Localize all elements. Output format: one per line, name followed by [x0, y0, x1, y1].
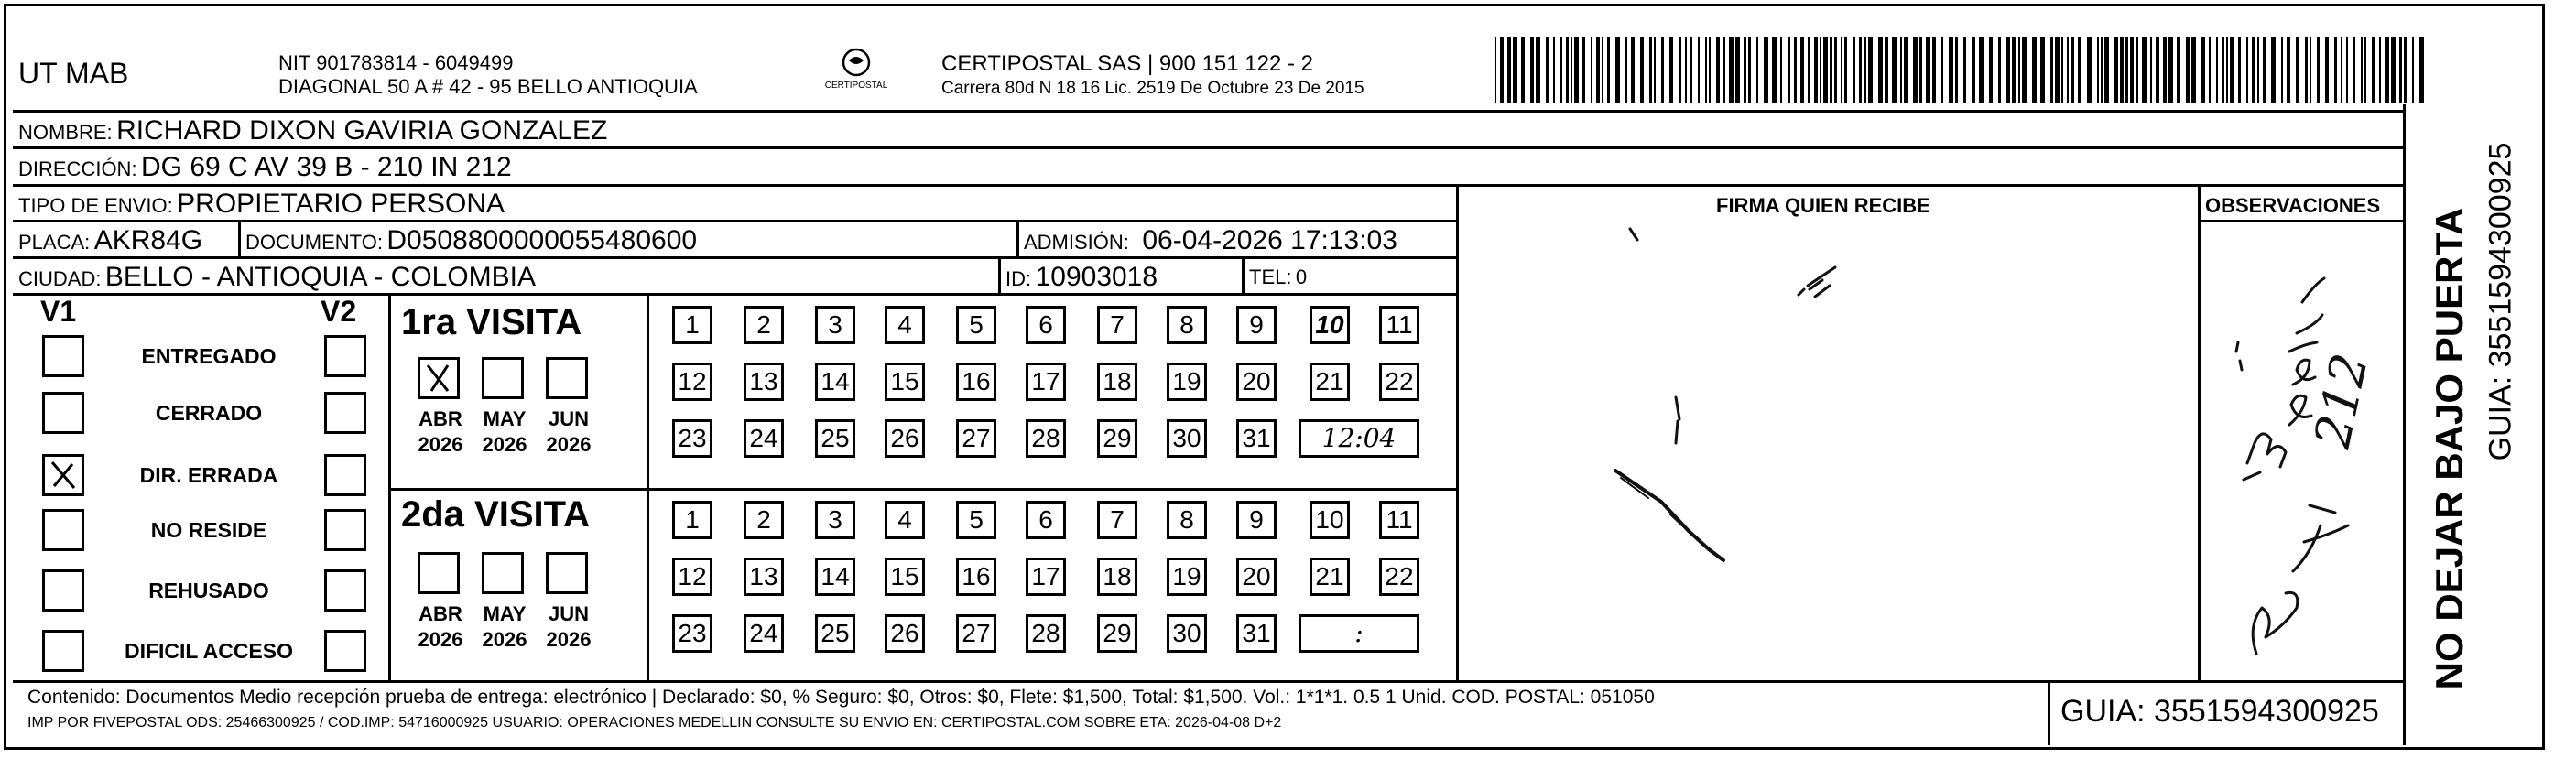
ciudad-value: BELLO - ANTIOQUIA - COLOMBIA	[104, 262, 537, 292]
day-box[interactable]: 16	[956, 558, 996, 596]
day-box[interactable]: 24	[744, 419, 784, 458]
barcode-bar	[1591, 37, 1592, 103]
day-box[interactable]: 14	[815, 363, 855, 401]
barcode-bar	[1864, 37, 1866, 103]
v2-checkbox[interactable]	[324, 569, 366, 612]
barcode-bar	[1521, 37, 1525, 103]
barcode-bar	[2150, 37, 2152, 103]
barcode-bar	[1669, 37, 1673, 103]
barcode-bar	[1640, 37, 1644, 103]
barcode-bar	[2353, 37, 2355, 103]
certipostal-logo	[815, 44, 897, 103]
tipo-envio-row	[18, 189, 505, 220]
barcode-bar	[1834, 37, 1837, 103]
barcode-bar	[1820, 37, 1821, 103]
status-label: ENTREGADO	[141, 344, 277, 368]
month-label	[473, 406, 537, 458]
company-address: DIAGONAL 50 A # 42 - 95 BELLO ANTIOQUIA	[278, 75, 698, 98]
barcode-bar	[1926, 37, 1930, 103]
barcode-bar	[1844, 37, 1847, 103]
documento-label: DOCUMENTO:	[245, 231, 383, 254]
day-box[interactable]: 5	[956, 501, 996, 539]
barcode-bar	[2246, 37, 2248, 103]
admision-field	[1024, 225, 1397, 256]
admision-value: 06-04-2026 17:13:03	[1142, 225, 1397, 255]
day-box[interactable]: 27	[956, 419, 996, 458]
barcode-bar	[1536, 37, 1540, 103]
barcode-bar	[1788, 37, 1790, 103]
barcode-bar	[1685, 37, 1687, 103]
status-label: NO RESIDE	[150, 518, 267, 542]
day-box[interactable]: 17	[1026, 558, 1066, 596]
barcode-bar	[2209, 37, 2211, 103]
day-box[interactable]: 15	[885, 363, 925, 401]
day-box[interactable]: 19	[1167, 558, 1207, 596]
month-checkbox[interactable]	[546, 357, 588, 399]
tipo-envio-label: TIPO DE ENVIO:	[18, 194, 173, 217]
day-box[interactable]: 29	[1097, 614, 1137, 653]
barcode-bar	[1596, 37, 1600, 103]
placa-label: PLACA:	[18, 231, 91, 254]
day-box[interactable]: 29	[1097, 419, 1137, 458]
day-box[interactable]: 20	[1236, 363, 1277, 401]
day-box[interactable]: 11	[1379, 306, 1419, 344]
barcode-bar	[2186, 37, 2190, 103]
day-box[interactable]: 7	[1097, 501, 1137, 539]
month-year: 2026	[418, 628, 463, 651]
barcode-bar	[2325, 37, 2329, 103]
barcode-bar	[1495, 37, 1496, 103]
day-box[interactable]: 28	[1026, 419, 1066, 458]
month-year: 2026	[546, 433, 592, 456]
day-box[interactable]: 16	[956, 363, 996, 401]
barcode-bar	[2120, 37, 2124, 103]
visit2-title: 2da VISITA	[401, 494, 590, 535]
barcode-bar	[2078, 37, 2081, 103]
day-box[interactable]: 1	[672, 306, 712, 344]
barcode-bar	[2061, 37, 2063, 103]
barcode-bar	[1546, 37, 1549, 103]
observation-handwriting	[2201, 223, 2399, 677]
barcode-bar	[1571, 37, 1572, 103]
barcode-bar	[2125, 37, 2128, 103]
barcode-bar	[1698, 37, 1700, 103]
month-label	[537, 406, 601, 458]
barcode-bar	[1913, 37, 1918, 103]
month-name: MAY	[483, 407, 527, 430]
barcode-bar	[1744, 37, 1746, 103]
barcode-bar	[1892, 37, 1897, 103]
month-year: 2026	[546, 628, 592, 651]
month-year: 2026	[482, 628, 527, 651]
barcode-bar	[1690, 37, 1692, 103]
company-name: UT MAB	[18, 57, 129, 90]
barcode-bar	[2163, 37, 2167, 103]
day-box[interactable]: 15	[885, 558, 925, 596]
day-box[interactable]: 13	[744, 363, 784, 401]
barcode-bar	[2385, 37, 2389, 103]
barcode-bar	[1932, 37, 1936, 103]
day-box[interactable]: 26	[885, 419, 925, 458]
barcode-bar	[2136, 37, 2138, 103]
barcode-bar	[2379, 37, 2381, 103]
observation-handwritten-number: 212	[2303, 348, 2380, 453]
barcode-bar	[2252, 37, 2255, 103]
barcode-bar	[1560, 37, 1562, 103]
barcode-bar	[2104, 37, 2109, 103]
footer-guia: GUIA: 3551594300925	[2060, 694, 2379, 729]
day-box[interactable]: 30	[1167, 614, 1207, 653]
barcode-bar	[1830, 37, 1832, 103]
barcode-bar	[2263, 37, 2266, 103]
day-box[interactable]: 5	[956, 306, 996, 344]
barcode-bar	[2271, 37, 2276, 103]
barcode-bar	[1878, 37, 1883, 103]
v2-header: V2	[321, 295, 357, 328]
v2-checkbox[interactable]	[324, 454, 366, 496]
day-box[interactable]: 8	[1167, 501, 1207, 539]
day-box[interactable]: 19	[1167, 363, 1207, 401]
barcode-bar	[2341, 37, 2342, 103]
barcode-bar	[2071, 37, 2074, 103]
tel-value: 0	[1295, 265, 1308, 288]
day-box[interactable]: 1	[672, 501, 712, 539]
month-label	[537, 601, 601, 653]
day-box[interactable]: 7	[1097, 306, 1137, 344]
day-box[interactable]: 22	[1379, 558, 1419, 596]
barcode-bar	[1963, 37, 1966, 103]
day-box[interactable]: 18	[1097, 558, 1137, 596]
barcode-bar	[1729, 37, 1734, 103]
day-box[interactable]: 12	[672, 363, 712, 401]
day-box[interactable]: 10	[1310, 306, 1350, 344]
barcode-bar	[2177, 37, 2180, 103]
barcode-bar	[1566, 37, 1569, 103]
id-field	[1005, 262, 1158, 293]
month-name: ABR	[418, 602, 462, 625]
barcode-bar	[1756, 37, 1758, 103]
barcode-bar	[1989, 37, 1993, 103]
barcode-bar	[2012, 37, 2016, 103]
month-label	[408, 601, 473, 653]
nombre-label: NOMBRE:	[18, 121, 113, 144]
barcode-bar	[2399, 37, 2402, 103]
day-box[interactable]: 21	[1310, 558, 1350, 596]
barcode-bar	[1841, 37, 1842, 103]
month-checkbox[interactable]	[482, 357, 524, 399]
day-box[interactable]: 14	[815, 558, 855, 596]
day-box[interactable]: 8	[1167, 306, 1207, 344]
v1-checkbox[interactable]	[42, 335, 84, 377]
signature-area	[1460, 223, 2194, 677]
day-box[interactable]: 3	[815, 501, 855, 539]
barcode-bar	[1723, 37, 1725, 103]
barcode-bar	[1941, 37, 1943, 103]
barcode-bar	[1823, 37, 1828, 103]
day-box[interactable]: 23	[672, 419, 712, 458]
barcode-bar	[1607, 37, 1610, 103]
barcode-bar	[1853, 37, 1855, 103]
barcode-bar	[2404, 37, 2407, 103]
day-box[interactable]: 13	[744, 558, 784, 596]
tel-field	[1249, 265, 1307, 289]
barcode-bar	[2156, 37, 2159, 103]
month-name: JUN	[548, 602, 589, 625]
nombre-row	[18, 115, 607, 146]
barcode-bar	[2346, 37, 2348, 103]
side-notice: NO DEJAR BAJO PUERTA	[2428, 207, 2471, 690]
day-box[interactable]: 31	[1236, 419, 1277, 458]
nombre-value: RICHARD DIXON GAVIRIA GONZALEZ	[116, 115, 608, 146]
documento-value: D0508800000055480600	[386, 225, 698, 255]
barcode-bar	[1859, 37, 1862, 103]
barcode-bar	[2067, 37, 2069, 103]
time-box[interactable]: :	[1299, 614, 1419, 653]
barcode-bar	[2287, 37, 2290, 103]
company-nit: NIT 901783814 - 6049499	[278, 51, 514, 74]
barcode-bar	[1814, 37, 1818, 103]
footer-print-line: IMP POR FIVEPOSTAL ODS: 25466300925 / COD.IMP: 54716000925 USUARIO: OPERACIONES MEDELLIN CONSULTE SU ENVIO EN: CERTIPOSTAL.COM SOBRE ETA: 2026-04-08 D+2	[27, 715, 1282, 731]
barcode-bar	[1772, 37, 1777, 103]
month-label	[473, 601, 537, 653]
barcode-bar	[2101, 37, 2103, 103]
day-box[interactable]: 4	[885, 306, 925, 344]
barcode-bar	[1904, 37, 1908, 103]
barcode-bar	[2114, 37, 2118, 103]
status-label: DIFICIL ACCESO	[124, 639, 293, 663]
id-value: 10903018	[1035, 262, 1158, 292]
barcode-bar	[2281, 37, 2283, 103]
barcode-bar	[1574, 37, 1579, 103]
barcode-bar	[2168, 37, 2173, 103]
barcode-bar	[2018, 37, 2020, 103]
barcode-bar	[2032, 37, 2037, 103]
v2-checkbox[interactable]	[324, 392, 366, 434]
side-guia: GUIA: 3551594300925	[2483, 142, 2518, 461]
barcode-bar	[2412, 37, 2414, 103]
footer-contents-line: Contenido: Documentos Medio recepción prueba de entrega: electrónico | Declarado: $0, % Seguro: $0, Otros: $0, Flete: $1,500, Total: $1,500. Vol.: 1*1*1. 0.5 1 Unid. COD. POSTAL: 051050	[27, 687, 1655, 708]
month-checkbox[interactable]	[482, 552, 524, 594]
signature-header: FIRMA QUIEN RECIBE	[1716, 194, 1930, 217]
barcode-bar	[1949, 37, 1953, 103]
v1-checkbox[interactable]	[42, 509, 84, 551]
day-box[interactable]: 23	[672, 614, 712, 653]
month-label	[408, 406, 473, 458]
month-name: ABR	[418, 407, 462, 430]
admision-label: ADMISIÓN:	[1024, 231, 1129, 254]
day-box[interactable]: 31	[1236, 614, 1277, 653]
day-box[interactable]: 2	[744, 306, 784, 344]
carrier-address: Carrera 80d N 18 16 Lic. 2519 De Octubre 23 De 2015	[941, 79, 1364, 98]
month-checkbox[interactable]	[418, 552, 460, 594]
month-checkbox[interactable]	[546, 552, 588, 594]
barcode-bar	[1649, 37, 1652, 103]
barcode-bar	[1868, 37, 1873, 103]
time-box[interactable]: 12:04	[1299, 419, 1419, 458]
barcode-bar	[1553, 37, 1555, 103]
v1-header: V1	[40, 295, 77, 328]
day-box[interactable]: 28	[1026, 614, 1066, 653]
barcode-bar	[2222, 37, 2224, 103]
barcode-bar	[2310, 37, 2311, 103]
barcode-bar	[1998, 37, 2001, 103]
ciudad-row	[18, 262, 536, 293]
v2-checkbox[interactable]	[324, 335, 366, 377]
day-box[interactable]: 18	[1097, 363, 1137, 401]
barcode-bar	[2317, 37, 2320, 103]
barcode-bar	[2006, 37, 2010, 103]
status-label: REHUSADO	[148, 579, 269, 602]
day-box[interactable]: 9	[1236, 501, 1277, 539]
barcode-bar	[2191, 37, 2196, 103]
placa-value: AKR84G	[93, 225, 203, 255]
barcode-bar	[2216, 37, 2218, 103]
barcode-bar	[1808, 37, 1810, 103]
visit1-title: 1ra VISITA	[401, 302, 582, 342]
barcode-bar	[1764, 37, 1768, 103]
day-box[interactable]: 11	[1379, 501, 1419, 539]
barcode-bar	[1919, 37, 1922, 103]
barcode-bar	[1955, 37, 1958, 103]
tel-label: TEL:	[1249, 265, 1292, 288]
month-year: 2026	[482, 433, 527, 456]
day-box[interactable]: 6	[1026, 501, 1066, 539]
barcode-bar	[2296, 37, 2299, 103]
month-name: MAY	[483, 602, 527, 625]
barcode-bar	[2130, 37, 2134, 103]
barcode-bar	[2372, 37, 2375, 103]
month-year: 2026	[418, 433, 463, 456]
barcode-bar	[1885, 37, 1888, 103]
barcode-bar	[1780, 37, 1782, 103]
barcode-bar	[2040, 37, 2045, 103]
v2-checkbox[interactable]	[324, 630, 366, 672]
day-box[interactable]: 27	[956, 614, 996, 653]
v1-checkbox[interactable]	[42, 630, 84, 672]
barcode-bar	[1735, 37, 1740, 103]
day-box[interactable]: 22	[1379, 363, 1419, 401]
logo-text: CERTIPOSTAL	[824, 81, 888, 91]
day-box[interactable]: 17	[1026, 363, 1066, 401]
day-box[interactable]: 2	[744, 501, 784, 539]
v1-checkbox[interactable]	[42, 392, 84, 434]
barcode-bar	[1900, 37, 1902, 103]
day-box[interactable]: 9	[1236, 306, 1277, 344]
barcode-bar	[1794, 37, 1797, 103]
direccion-row	[18, 152, 512, 183]
day-box[interactable]: 25	[815, 614, 855, 653]
status-label: DIR. ERRADA	[139, 463, 278, 487]
day-box[interactable]: 20	[1236, 558, 1277, 596]
barcode-bar	[2391, 37, 2396, 103]
day-box[interactable]: 3	[815, 306, 855, 344]
carrier-name: CERTIPOSTAL SAS | 900 151 122 - 2	[941, 51, 1313, 76]
day-box[interactable]: 12	[672, 558, 712, 596]
month-checkbox[interactable]	[418, 357, 460, 399]
barcode-bar	[2050, 37, 2053, 103]
day-box[interactable]: 4	[885, 501, 925, 539]
barcode-bar	[1654, 37, 1656, 103]
v2-checkbox[interactable]	[324, 509, 366, 551]
barcode-bar	[1615, 37, 1620, 103]
v1-checkbox[interactable]	[42, 454, 84, 496]
direccion-label: DIRECCIÓN:	[18, 157, 137, 180]
barcode-bar	[1500, 37, 1504, 103]
barcode-bar	[1748, 37, 1751, 103]
day-box[interactable]: 24	[744, 614, 784, 653]
observations-header: OBSERVACIONES	[2205, 194, 2381, 217]
tipo-envio-value: PROPIETARIO PERSONA	[177, 189, 505, 219]
barcode-bar	[2361, 37, 2363, 103]
barcode-bar	[2257, 37, 2259, 103]
documento-field	[245, 225, 697, 256]
barcode-bar	[1602, 37, 1603, 103]
day-box[interactable]: 30	[1167, 419, 1207, 458]
barcode-bar	[2230, 37, 2234, 103]
placa-row	[18, 225, 202, 256]
barcode-bar	[1625, 37, 1627, 103]
id-label: ID:	[1005, 267, 1032, 290]
barcode-bar	[1507, 37, 1511, 103]
status-label: CERRADO	[155, 401, 263, 425]
barcode	[1495, 37, 2429, 103]
barcode-bar	[2238, 37, 2241, 103]
barcode-bar	[2334, 37, 2337, 103]
barcode-bar	[1709, 37, 1711, 103]
direccion-value: DG 69 C AV 39 B - 210 IN 212	[141, 152, 512, 182]
barcode-bar	[2097, 37, 2099, 103]
ciudad-label: CIUDAD:	[18, 267, 102, 290]
barcode-bar	[1800, 37, 1804, 103]
barcode-bar	[2022, 37, 2027, 103]
barcode-bar	[2201, 37, 2205, 103]
barcode-bar	[2087, 37, 2092, 103]
barcode-bar	[1582, 37, 1585, 103]
barcode-bar	[1661, 37, 1664, 103]
day-box[interactable]: 26	[885, 614, 925, 653]
barcode-bar	[1972, 37, 1975, 103]
barcode-bar	[1679, 37, 1681, 103]
day-box[interactable]: 25	[815, 419, 855, 458]
barcode-bar	[1530, 37, 1534, 103]
barcode-bar	[2419, 37, 2424, 103]
barcode-bar	[2142, 37, 2147, 103]
barcode-bar	[2305, 37, 2308, 103]
barcode-bar	[1705, 37, 1707, 103]
barcode-bar	[1513, 37, 1517, 103]
barcode-bar	[1631, 37, 1635, 103]
day-box[interactable]: 21	[1310, 363, 1350, 401]
barcode-bar	[2055, 37, 2060, 103]
barcode-bar	[2226, 37, 2228, 103]
day-box[interactable]: 6	[1026, 306, 1066, 344]
barcode-bar	[1979, 37, 1984, 103]
barcode-bar	[1716, 37, 1720, 103]
day-box[interactable]: 10	[1310, 501, 1350, 539]
v1-checkbox[interactable]	[42, 569, 84, 612]
month-name: JUN	[548, 407, 589, 430]
barcode-bar	[2364, 37, 2366, 103]
